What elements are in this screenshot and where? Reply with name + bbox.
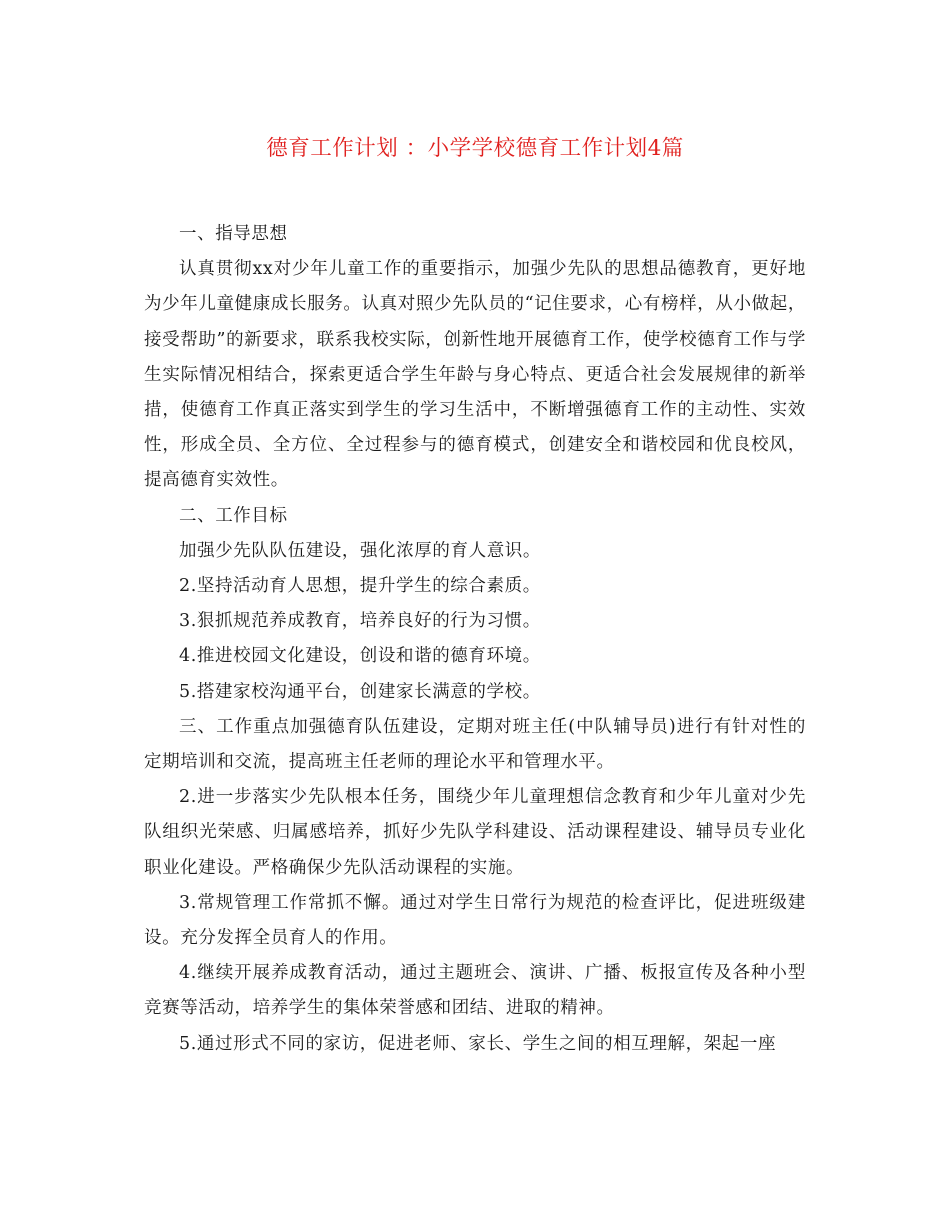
list-item: 3.狠抓规范养成教育，培养良好的行为习惯。: [179, 611, 541, 632]
document-title: 德育工作计划 ：小学学校德育工作计划4篇: [266, 136, 684, 161]
paragraph: 5.通过形式不同的家访，促进老师、家长、学生之间的相互理解，架起一座: [179, 1033, 777, 1054]
list-item: 加强少先队队伍建设，强化浓厚的育人意识。: [179, 540, 541, 561]
section-heading: 一、指导思想: [179, 224, 288, 244]
paragraph: 3.常规管理工作常抓不懈。通过对学生日常行为规范的检查评比，促进班级建设。充分发挥全员育人的作用。: [144, 892, 806, 949]
paragraph: 4.继续开展养成教育活动，通过主题班会、演讲、广播、板报宣传及各种小型竞赛等活动，培养学生的集体荣誉感和团结、进取的精神。: [144, 963, 806, 1019]
list-item: 2.坚持活动育人思想，提升学生的综合素质。: [179, 576, 541, 597]
list-item: 5.搭建家校沟通平台，创建家长满意的学校。: [179, 681, 541, 702]
list-item: 4.推进校园文化建设，创设和谐的德育环境。: [179, 646, 541, 667]
paragraph: 2.进一步落实少先队根本任务，围绕少年儿童理想信念教育和少年儿童对少先队组织光荣感、归属感培养，抓好少先队学科建设、活动课程建设、辅导员专业化职业化建设。严格确保少先队活动课程的实施。: [144, 787, 806, 878]
paragraph: 三、工作重点加强德育队伍建设，定期对班主任(中队辅导员)进行有针对性的定期培训和交流，提高班主任老师的理论水平和管理水平。: [144, 716, 806, 773]
document-body: [144, 217, 806, 1062]
section-heading: 二、工作目标: [179, 505, 288, 526]
paragraph: 认真贯彻xx对少年儿童工作的重要指示，加强少先队的思想品德教育，更好地为少年儿童健康成长服务。认真对照少先队员的“记住要求，心有榜样，从小做起，接受帮助”的新要求，联系我校实际，创新性地开展德育工作，使学校德育工作与学生实际情况相结合，探索更适合学生年龄与身心特点、更适合社会发展规律的新举措，使德育工作真正落实到学生的学习生活中，不断增强德育工作的主动性、实效性，形成全员、全方位、全过程参与的德育模式，创建安全和谐校园和优良校风，提高德育实效性。: [144, 259, 806, 491]
